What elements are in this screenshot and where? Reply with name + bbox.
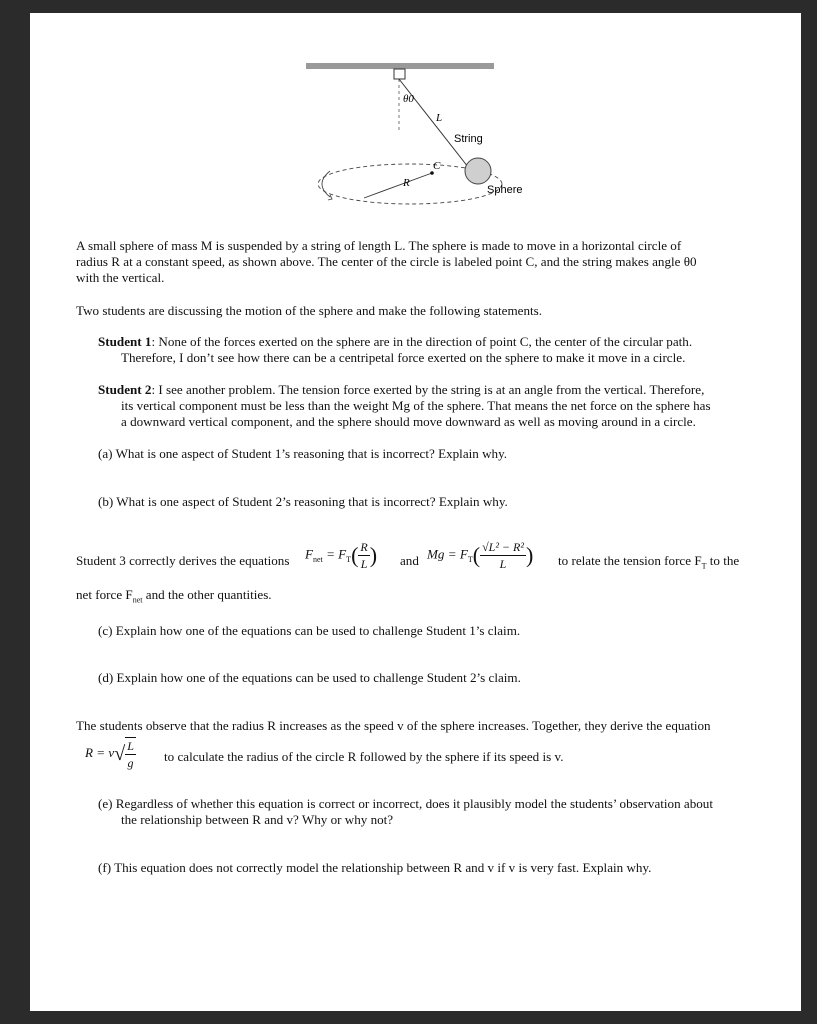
question-e-line-2: the relationship between R and v? Why or why not? [121,812,394,827]
question-c: (c) Explain how one of the equations can be used to challenge Student 1’s claim. [98,623,521,638]
equation-fnet: $F_{net} = F_T$( $\frac{R}{L}$ ) [305,540,378,571]
observe-line-2: to calculate the radius of the circle R followed by the sphere if its speed is v. [164,749,564,764]
student1-line-2: Therefore, I don’t see how there can be a centripetal force exerted on the sphere to make it move in a circle. [121,350,686,365]
question-a: (a) What is one aspect of Student 1’s reasoning that is incorrect? Explain why. [98,446,508,461]
sphere-label: Sphere [487,184,523,196]
and-text: and [400,553,419,568]
discussion-text: Two students are discussing the motion of the sphere and make the following statements. [76,303,542,318]
student2-line-1: Student 2: I see another problem. The tension force exerted by the string is at an angle from the vertical. Therefore, [98,382,705,397]
theta0-label: θ0 [403,93,414,105]
question-d: (d) Explain how one of the equations can be used to challenge Student 2’s claim. [98,670,521,685]
intro-line-2: radius R at a constant speed, as shown above. The center of the circle is labeled point C, and the string makes angle θ0 [76,254,697,269]
student1-label: Student 1 [98,334,152,349]
student3-post: to relate the tension force $F_T$ to the [558,553,740,571]
observe-line-1: The students observe that the radius R increases as the speed v of the sphere increases. Together, they derive the equation [76,718,711,733]
c-label: C [433,160,441,172]
equation-r: R = v√ $\frac{L}{g}$ [85,739,134,770]
student2-line-2: its vertical component must be less than the weight Mg of the sphere. That means the net force on the sphere has [121,398,711,413]
intro-line-1: A small sphere of mass M is suspended by a string of length L. The sphere is made to move in a horizontal circle of [76,238,682,253]
question-b: (b) What is one aspect of Student 2’s reasoning that is incorrect? Explain why. [98,494,508,509]
student3-line-2: net force $F_{net}$ and the other quantities. [76,587,272,605]
student2-label: Student 2 [98,382,152,397]
student3-intro: Student 3 correctly derives the equations [76,553,290,568]
conical-pendulum-diagram [300,59,530,224]
string-label: String [454,133,483,145]
motion-arrow [322,171,330,197]
pivot-mount [394,69,405,79]
equation-mg: $Mg = F_T$( $\frac{\text{√L² − R²}}{L}$ ) [427,540,534,571]
l-label: L [436,112,443,124]
intro-line-3: with the vertical. [76,270,165,285]
ceiling-bar [306,63,494,69]
question-f: (f) This equation does not correctly model the relationship between R and v if v is very fast. Explain why. [98,860,652,875]
radius-line [364,173,432,198]
question-e-line-1: (e) Regardless of whether this equation is correct or incorrect, does it plausibly model the students’ observation about [98,796,713,811]
document-page [30,13,801,1011]
sphere [465,158,491,184]
r-label: R [403,177,410,189]
student1-line-1: Student 1: None of the forces exerted on the sphere are in the direction of point C, the center of the circular path. [98,334,693,349]
student2-line-3: a downward vertical component, and the sphere should move downward as well as moving around in a circle. [121,414,696,429]
